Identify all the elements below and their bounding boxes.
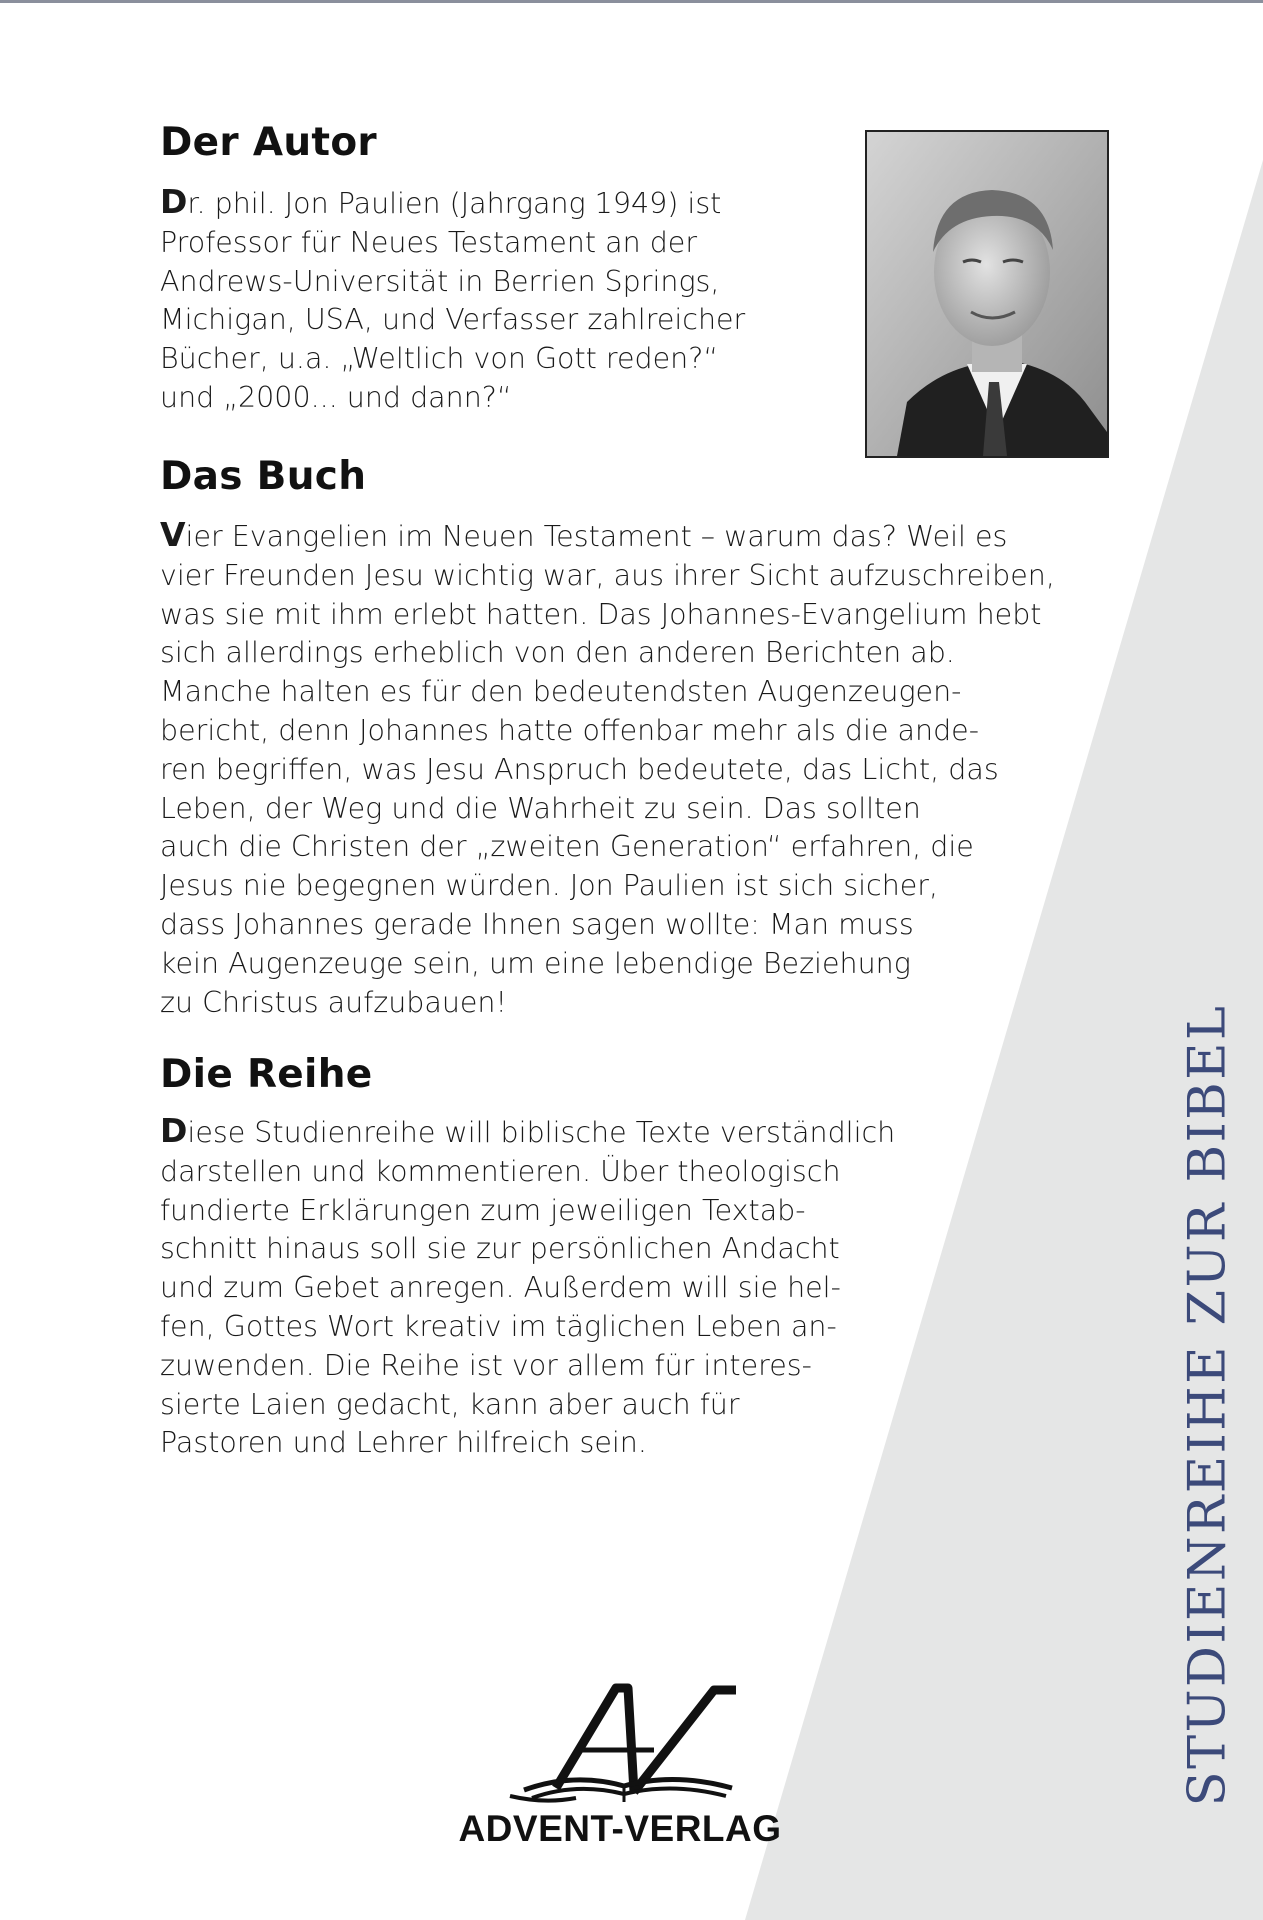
paragraph-line (160, 906, 1055, 945)
line-text: sich allerdings erheblich von den anderen Berichten ab. (160, 636, 955, 670)
paragraph-line (160, 1192, 895, 1231)
paragraph-line (160, 867, 1055, 906)
paragraph-line (160, 1153, 895, 1192)
paragraph-line (160, 301, 745, 340)
line-text: vier Freunden Jesu wichtig war, aus ihrer Sicht aufzuschreiben, (160, 558, 1055, 592)
paragraph-line (160, 790, 1055, 829)
paragraph-line (160, 634, 1055, 673)
line-text: auch die Christen der „zweiten Generation“ erfahren, die (160, 830, 974, 864)
advent-verlag-logo-open-book-icon (504, 1680, 744, 1804)
author-portrait (865, 130, 1109, 458)
initial-letter: D (160, 1111, 188, 1150)
book-paragraph (160, 516, 1055, 1022)
paragraph-line (160, 1347, 895, 1386)
paragraph-line (160, 224, 745, 263)
paragraph-line (160, 596, 1055, 635)
paragraph-line (160, 828, 1055, 867)
line-text: sierte Laien gedacht, kann aber auch für (160, 1387, 740, 1421)
paragraph-line (160, 984, 1055, 1023)
paragraph-line (160, 557, 1055, 596)
heading-das-buch: Das Buch (160, 454, 367, 499)
line-text: fundierte Erklärungen zum jeweiligen Textab- (160, 1193, 806, 1227)
paragraph-line (160, 379, 745, 418)
author-paragraph (160, 183, 745, 418)
paragraph-line (160, 1112, 895, 1153)
line-text: Pastoren und Lehrer hilfreich sein. (160, 1426, 647, 1460)
series-title-text: STUDIENREIHE ZUR BIBEL (1178, 1003, 1238, 1807)
line-text: Professor für Neues Testament an der (160, 225, 698, 259)
paragraph-line (160, 263, 745, 302)
paragraph-line (160, 1386, 895, 1425)
series-paragraph (160, 1112, 895, 1463)
line-text: Bücher, u.a. „Weltlich von Gott reden?“ (160, 342, 719, 376)
line-text: und zum Gebet anregen. Außerdem will sie hel- (160, 1271, 841, 1305)
line-text: Leben, der Weg und die Wahrheit zu sein. Das sollten (160, 791, 921, 825)
paragraph-line (160, 1269, 895, 1308)
line-text: darstellen und kommentieren. Über theologisch (160, 1154, 841, 1188)
line-text: schnitt hinaus soll sie zur persönlichen Andacht (160, 1232, 840, 1266)
line-text: kein Augenzeuge sein, um eine lebendige Beziehung (160, 946, 911, 980)
line-text: dass Johannes gerade Ihnen sagen wollte: Man muss (160, 907, 914, 941)
paragraph-line (160, 712, 1055, 751)
line-text: was sie mit ihm erlebt hatten. Das Johannes-Evangelium hebt (160, 597, 1042, 631)
paragraph-line (160, 1424, 895, 1463)
line-text: Andrews-Universität in Berrien Springs, (160, 264, 720, 298)
line-text: bericht, denn Johannes hatte offenbar mehr als die ande- (160, 713, 979, 747)
heading-der-autor: Der Autor (160, 120, 377, 165)
initial-letter: V (160, 515, 186, 554)
paragraph-line (160, 340, 745, 379)
paragraph-line (160, 1308, 895, 1347)
line-text: iese Studienreihe will biblische Texte verständlich (187, 1116, 896, 1149)
line-text: und „2000... und dann?“ (160, 380, 512, 414)
paragraph-line (160, 516, 1055, 557)
line-text: ren begriffen, was Jesu Anspruch bedeutete, das Licht, das (160, 752, 999, 786)
paragraph-line (160, 183, 745, 224)
paragraph-line (160, 751, 1055, 790)
line-text: zu Christus aufzubauen! (160, 985, 507, 1019)
series-title-vertical (1178, 1003, 1238, 1807)
publisher-name: ADVENT-VERLAG (458, 1808, 782, 1849)
line-text: zuwenden. Die Reihe ist vor allem für interes- (160, 1348, 812, 1382)
line-text: Jesus nie begegnen würden. Jon Paulien ist sich sicher, (160, 869, 939, 903)
initial-letter: D (160, 182, 188, 221)
paragraph-line (160, 1230, 895, 1269)
line-text: ier Evangelien im Neuen Testament – warum das? Weil es (185, 520, 1008, 553)
line-text: Manche halten es für den bedeutendsten Augenzeugen- (160, 675, 962, 709)
heading-die-reihe: Die Reihe (160, 1052, 373, 1097)
paragraph-line (160, 673, 1055, 712)
author-portrait-photo-icon (867, 132, 1107, 456)
line-text: fen, Gottes Wort kreativ im täglichen Leben an- (160, 1309, 837, 1343)
line-text: r. phil. Jon Paulien (Jahrgang 1949) ist (187, 187, 722, 220)
line-text: Michigan, USA, und Verfasser zahlreicher (160, 303, 746, 337)
paragraph-line (160, 945, 1055, 984)
